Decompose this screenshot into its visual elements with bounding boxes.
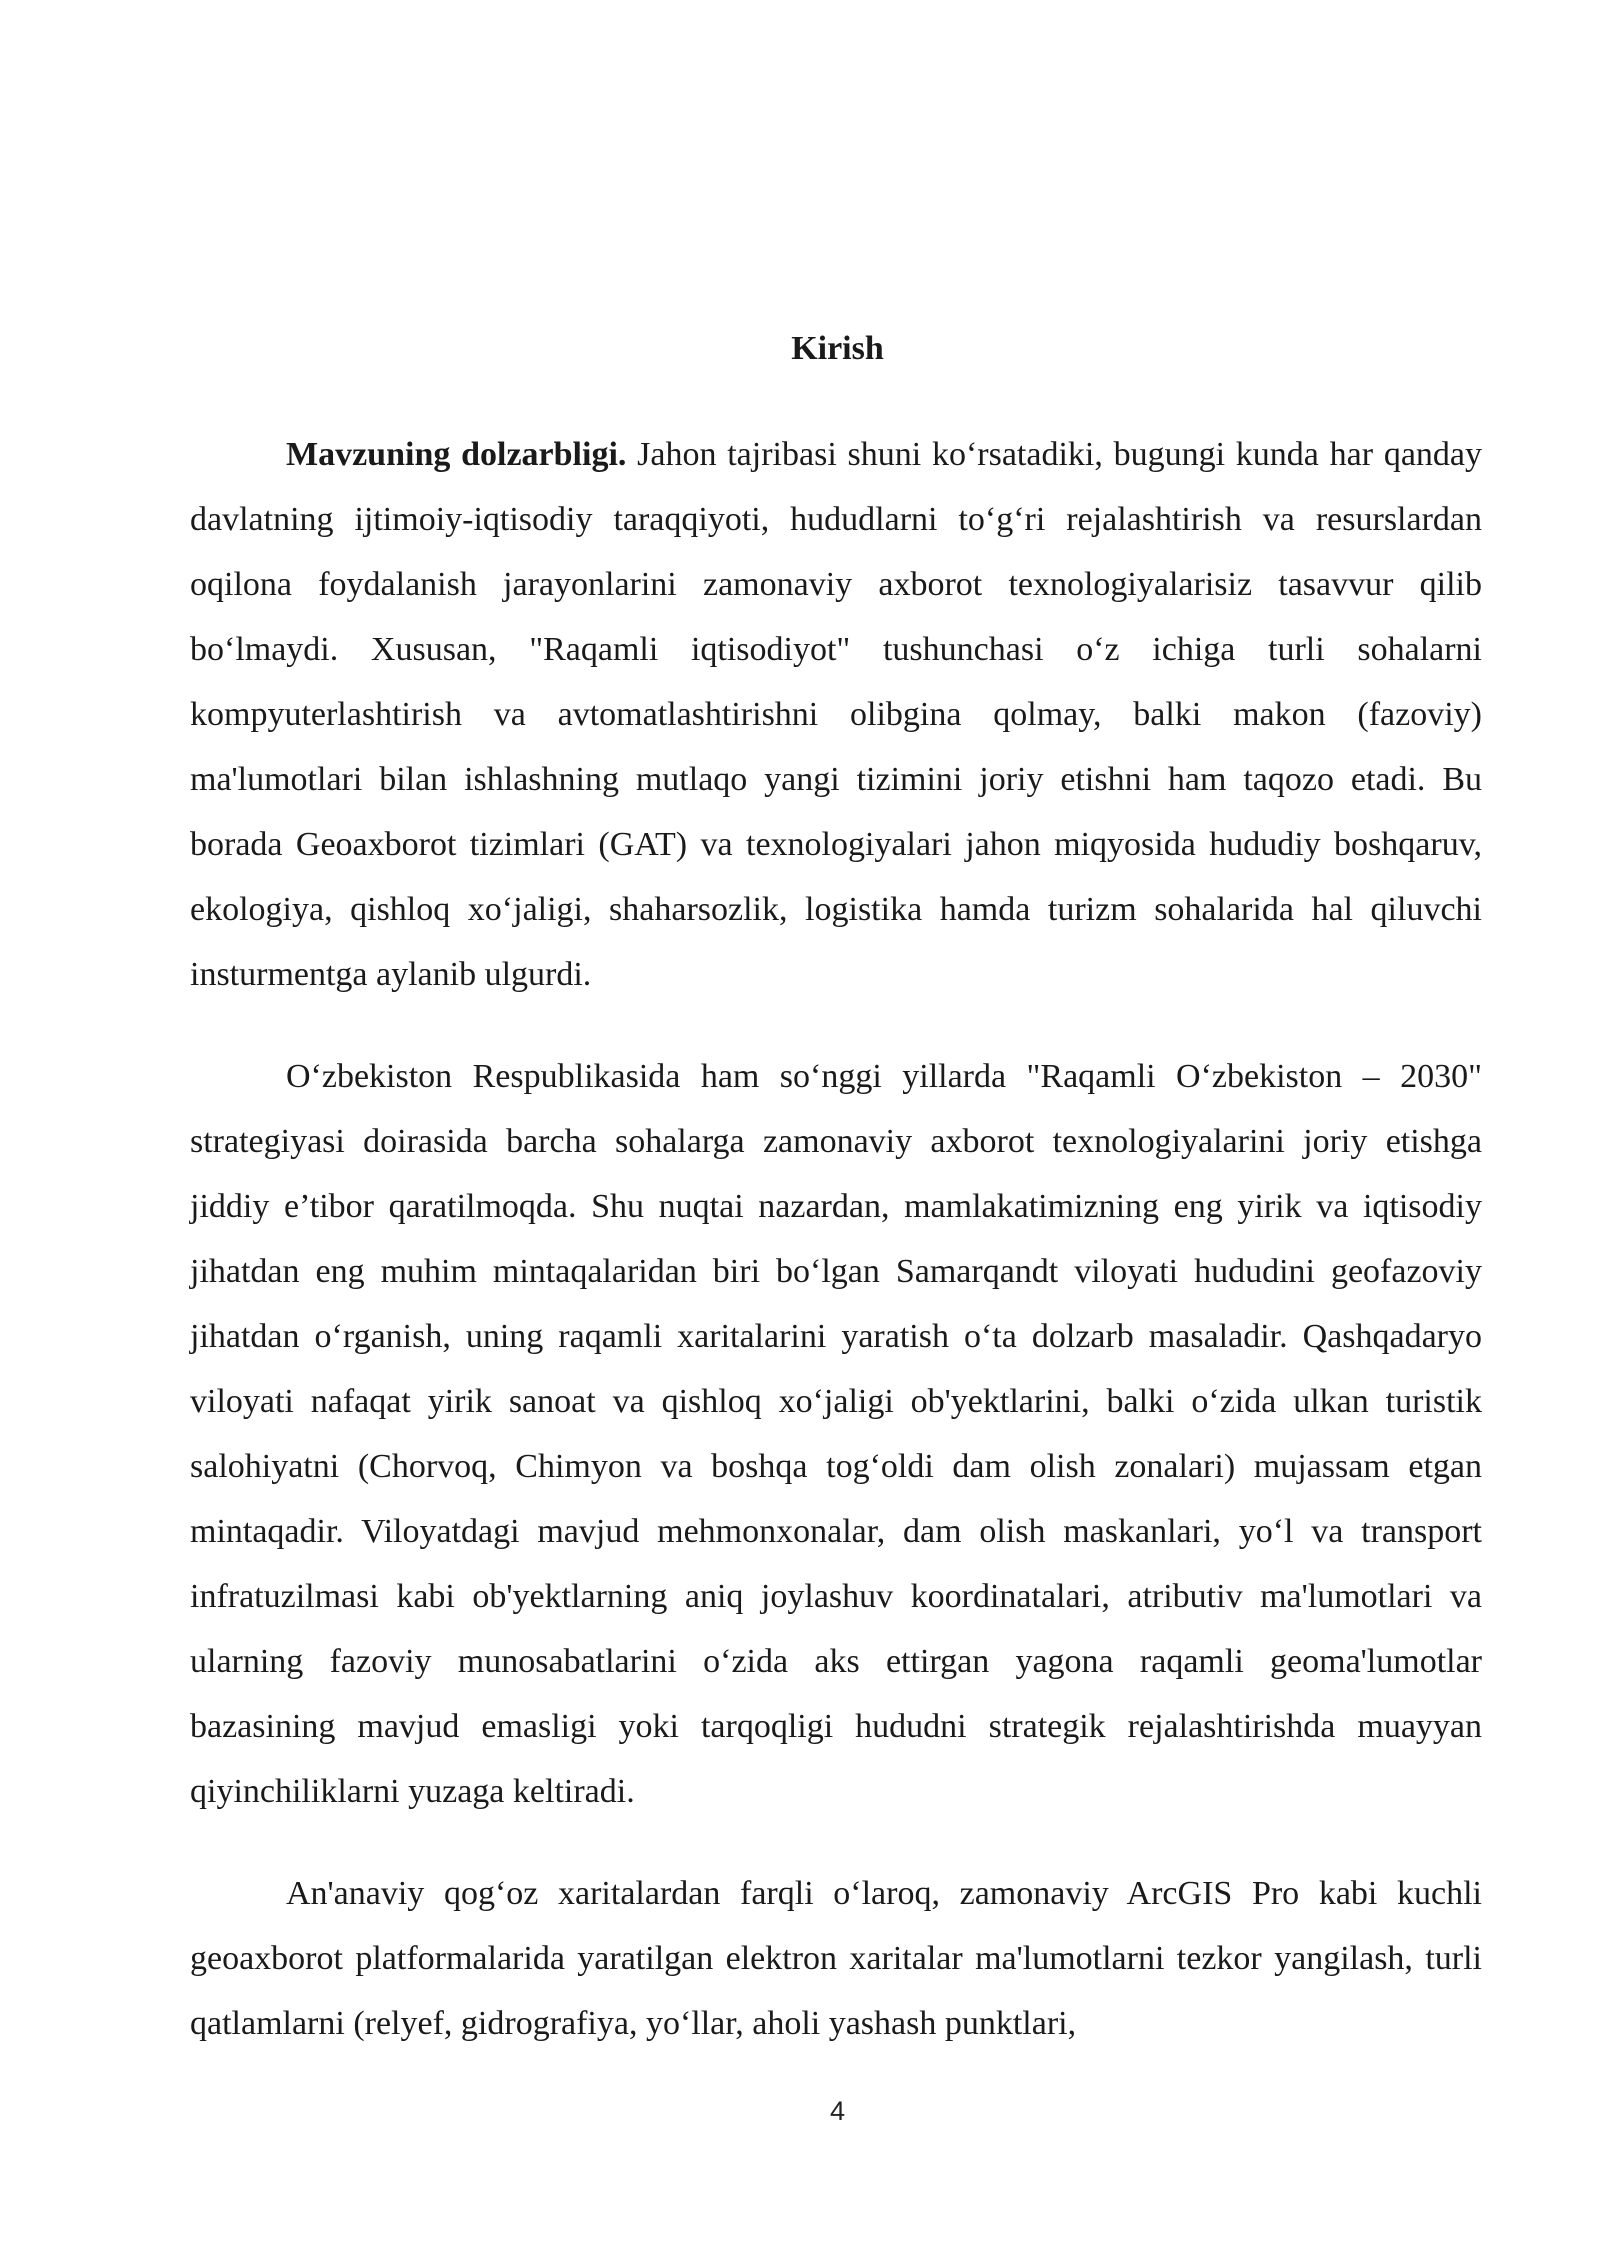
paragraph-text: An'anaviy qog‘oz xaritalardan farqli o‘laroq, zamonaviy ArcGIS Pro kabi kuchli geoaxborot platformalarida yaratilgan elektron xaritalar ma'lumotlarni tezkor yangilash, turli qatlamlarni (relyef, gidrografiya, yo‘llar, aholi yashash punktlari, bbox=[190, 1875, 1482, 2042]
paragraph-traditional-maps bbox=[190, 1861, 1482, 2056]
paragraph-uzbekistan bbox=[190, 1044, 1482, 1824]
paragraph-text: Jahon tajribasi shuni ko‘rsatadiki, bugungi kunda har qanday davlatning ijtimoiy-iqtisodiy taraqqiyoti, hududlarni to‘g‘ri rejalashtirish va resurslardan oqilona foydalanish jarayonlarini zamonaviy axborot texnologiyalarisiz tasavvur qilib bo‘lmaydi. Xususan, "Raqamli iqtisodiyot" tushunchasi o‘z ichiga turli sohalarni kompyuterlashtirish va avtomatlashtirishni olibgina qolmay, balki makon (fazoviy) ma'lumotlari bilan ishlashning mutlaqo yangi tizimini joriy etishni ham taqozo etadi. Bu borada Geoaxborot tizimlari (GAT) va texnologiyalari jahon miqyosida hududiy boshqaruv, ekologiya, qishloq xo‘jaligi, shaharsozlik, logistika hamda turizm sohalarida hal qiluvchi insturmentga aylanib ulgurdi. bbox=[190, 436, 1482, 993]
paragraph-relevance bbox=[190, 422, 1482, 1007]
page-number: 4 bbox=[829, 2096, 846, 2126]
paragraph-text: O‘zbekiston Respublikasida ham so‘nggi yillarda "Raqamli O‘zbekiston – 2030" strategiyasi doirasida barcha sohalarga zamonaviy axborot texnologiyalarini joriy etishga jiddiy e’tibor qaratilmoqda. Shu nuqtai nazardan, mamlakatimizning eng yirik va iqtisodiy jihatdan eng muhim mintaqalaridan biri bo‘lgan Samarqandt viloyati hududini geofazoviy jihatdan o‘rganish, uning raqamli xaritalarini yaratish o‘ta dolzarb masaladir. Qashqadaryo viloyati nafaqat yirik sanoat va qishloq xo‘jaligi ob'yektlarini, balki o‘zida ulkan turistik salohiyatni (Chorvoq, Chimyon va boshqa tog‘oldi dam olish zonalari) mujassam etgan mintaqadir. Viloyatdagi mavjud mehmonxonalar, dam olish maskanlari, yo‘l va transport infratuzilmasi kabi ob'yektlarning aniq joylashuv koordinatalari, atributiv ma'lumotlari va ularning fazoviy munosabatlarini o‘zida aks ettirgan yagona raqamli geoma'lumotlar bazasining mavjud emasligi yoki tarqoqligi hududni strategik rejalashtirishda muayyan qiyinchiliklarni yuzaga keltiradi. bbox=[190, 1058, 1482, 1810]
paragraph-lead: Mavzuning dolzarbligi. bbox=[286, 436, 627, 473]
section-heading: Kirish bbox=[791, 330, 884, 367]
body-text bbox=[190, 422, 1482, 2093]
